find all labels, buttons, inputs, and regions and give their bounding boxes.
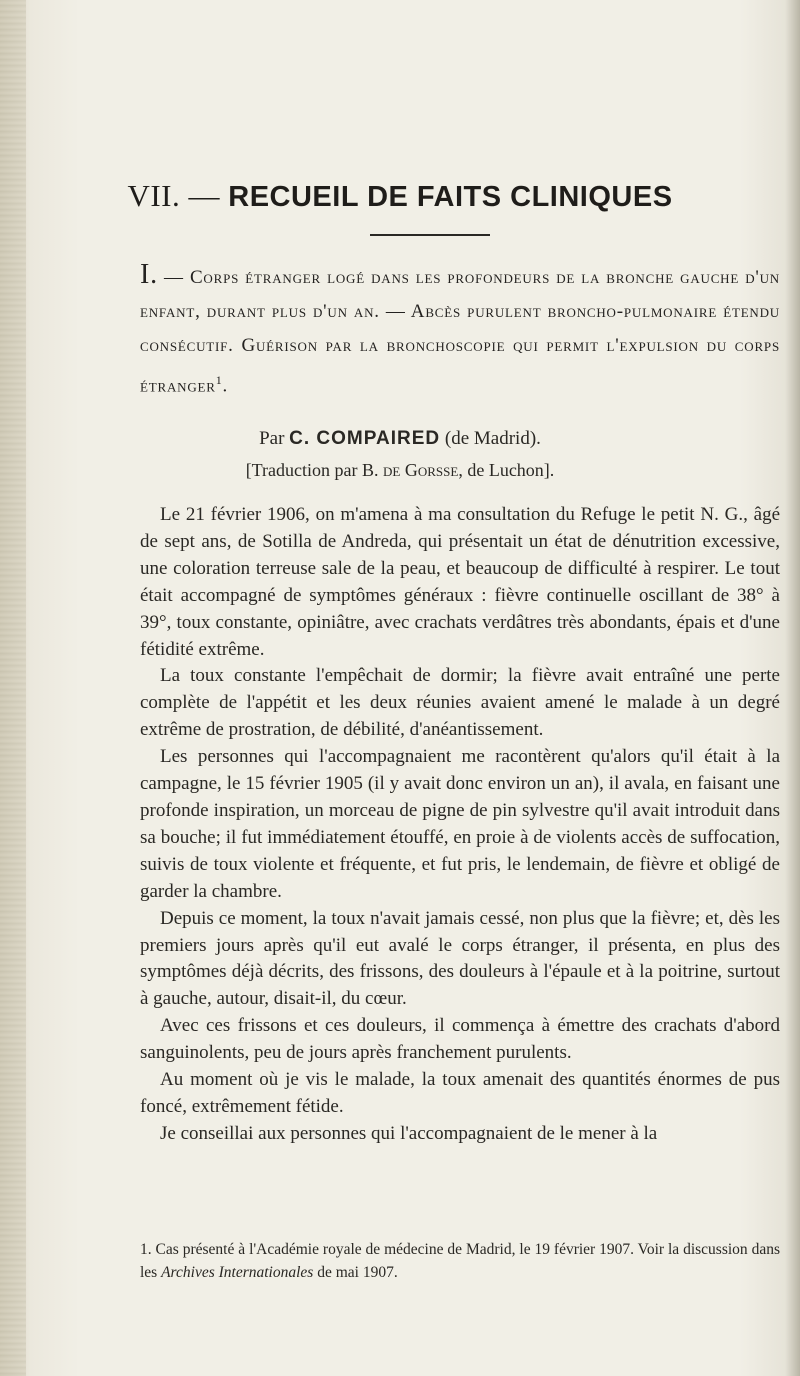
article-title-end: . [222,375,229,397]
paragraph: Les personnes qui l'accompagnaient me racontèrent qu'alors qu'il était à la campagne, le 15 février 1905 (il y avait donc environ un an), il avala, en faisant une profonde inspiration, un morceau de pigne de pin sylvestre qu'il avait introduit dans sa bouche; il fut immédiatement étouffé, en proie à de violents accès de suffocation, suivis de toux violente et fréquente, et fut pris, le lendemain, de fièvre et obligé de garder la chambre. [140,746,780,902]
article-title [140,258,780,403]
author-name: C. COMPAIRED [289,428,441,449]
translator-particle: de [383,460,401,480]
chapter-heading [0,178,800,214]
chapter-title: RECUEIL DE FAITS CLINIQUES [228,181,673,213]
translator-name: Gorsse [400,460,459,480]
footnote-marker: 1 [215,373,223,387]
chapter-dash: — [180,178,229,213]
paragraph: Le 21 février 1906, on m'amena à ma consultation du Refuge le petit N. G., âgé de sept ans, de Sotilla de Andreda, qui présentait un état de dénutrition excessive, une coloration terreuse sale de la peau, et beaucoup de difficulté à respirer. Le tout était accompagné de symptômes généraux : fièvre continuelle oscillant de 38° à 39°, toux constante, opiniâtre, avec crachats verdâtres très abondants, épais et d'une fétidité extrême. [140,504,780,660]
footnote-journal: Archives Internationales [161,1264,314,1281]
translation-credit [0,460,800,481]
translation-close: , de Luchon]. [458,460,555,480]
footnote-text: 1. Cas présenté à l'Académie royale de médecine de Madrid, le 19 février 1907. Voir la discussion dans les [140,1241,780,1281]
translation-open: [Traduction par B. [245,460,384,480]
byline [0,428,800,450]
body-text [140,502,780,1148]
heading-rule [370,234,490,236]
paragraph: Depuis ce moment, la toux n'avait jamais cessé, non plus que la fièvre; et, dès les premiers jours après qu'il eut avalé le corps étranger, il présenta, en plus des symptômes déjà décrits, des frissons, des douleurs à l'épaule et à la poitrine, surtout à gauche, autour, disait-il, du cœur. [140,907,780,1010]
paragraph: Au moment où je vis le malade, la toux amenait des quantités énormes de pus foncé, extrêmement fétide. [140,1069,780,1117]
article-title-text: — Corps étranger logé dans les profondeurs de la bronche gauche d'un enfant, durant plus d'un an. — Abcès purulent broncho-pulmonaire étendu consécutif. Guérison par la bronchoscopie qui permit l'expulsion du corps étranger [140,267,780,397]
byline-prefix: Par [259,428,290,449]
author-affiliation: (de Madrid). [440,428,541,449]
footnote [140,1238,780,1284]
paragraph: La toux constante l'empêchait de dormir; la fièvre avait entraîné une perte complète de l'appétit et les deux réunies avaient amené le malade à un degré extrême de prostration, de débilité, d'anéantissement. [140,665,780,741]
article-number: I. [140,259,158,290]
paragraph: Avec ces frissons et ces douleurs, il commença à émettre des crachats d'abord sanguinolents, peu de jours après franchement purulents. [140,1015,780,1064]
chapter-number: VII. [127,178,181,213]
paragraph: Je conseillai aux personnes qui l'accompagnaient de le mener à la [160,1122,658,1144]
footnote-text-end: de mai 1907. [313,1264,398,1281]
